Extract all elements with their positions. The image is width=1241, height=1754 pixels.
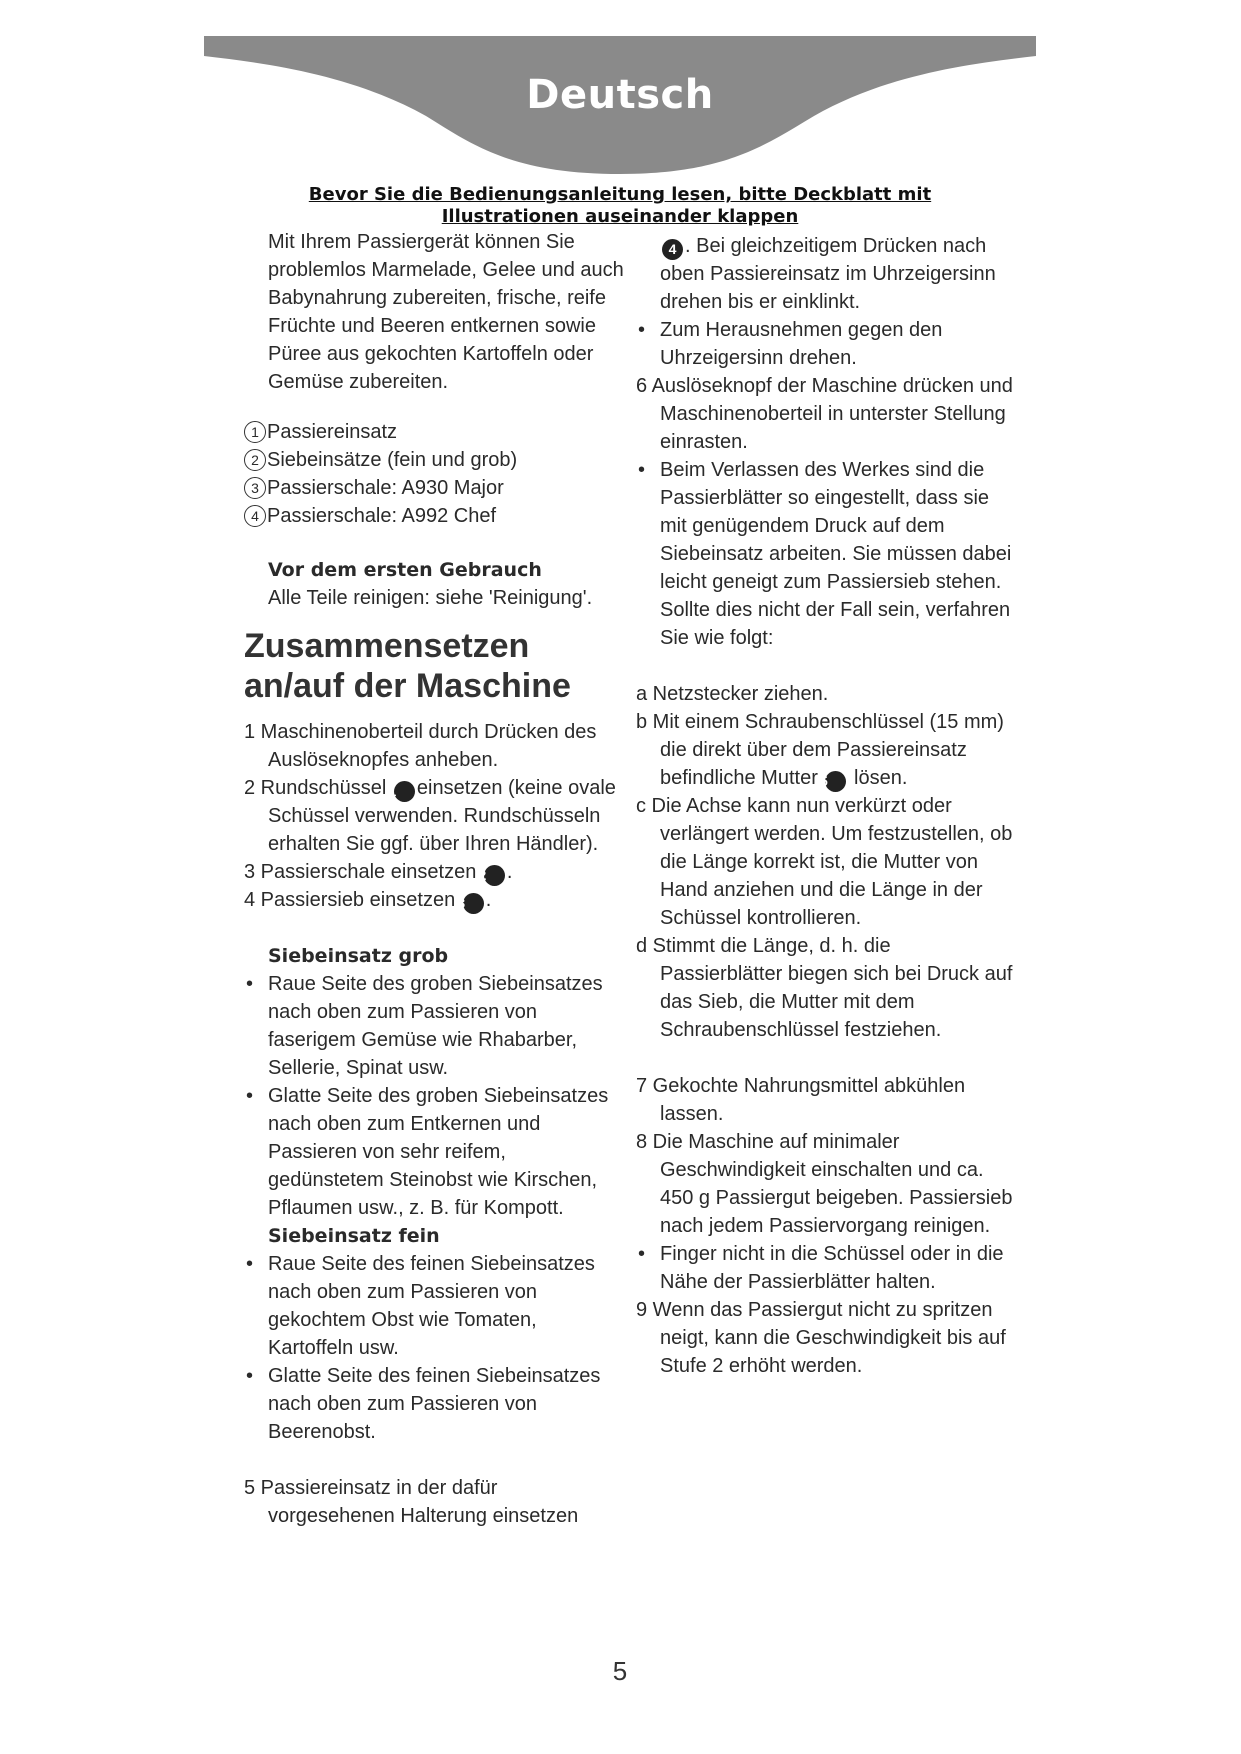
step-2-text-b: einsetzen (keine ovale Schüssel verwenden. Rundschüsseln erhalten Sie ggf. über Ihren Händler). <box>268 777 616 855</box>
step-5-continued <box>636 232 1016 316</box>
part-item <box>244 418 624 446</box>
assembly-heading: Zusammensetzen an/auf der Maschine <box>244 627 571 705</box>
fold-out-notice: Bevor Sie die Bedienungsanleitung lesen, bitte Deckblatt mit Illustrationen auseinander klappen <box>308 184 932 227</box>
part-item <box>244 446 624 474</box>
fingers-bullet <box>636 1240 1016 1296</box>
bullet-text: Zum Herausnehmen gegen den Uhrzeigersinn drehen. <box>660 319 943 369</box>
part-number-circle: 2 <box>244 449 266 471</box>
part-label: Passierschale: A930 Major <box>267 477 504 499</box>
page-number: 5 <box>612 1656 628 1686</box>
part-label: Passiereinsatz <box>267 421 398 443</box>
sub-step-c: c Die Achse kann nun verkürzt oder verlängert werden. Um festzustellen, ob die Länge korrekt ist, die Mutter von Hand anziehen und die Länge in der Schüssel kontrollieren. <box>636 795 1013 929</box>
bullet-text: Raue Seite des groben Siebeinsatzes nach oben zum Passieren von faserigem Gemüse wie Rhabarber, Sellerie, Spinat usw. <box>268 973 603 1079</box>
step-4-end: . <box>485 889 492 911</box>
bullet-dot: • <box>246 973 254 995</box>
part-number-circle: 4 <box>244 505 266 527</box>
continued-text: . Bei gleichzeitigem Drücken nach oben Passiereinsatz im Uhrzeigersinn drehen bis er einklinkt. <box>660 235 996 313</box>
step-1: 1 Maschinenoberteil durch Drücken des Auslöseknopfes anheben. <box>244 721 597 771</box>
language-title: Deutsch <box>526 72 714 118</box>
part-item <box>244 474 624 502</box>
left-column <box>244 228 624 1530</box>
fine-sieve-heading: Siebeinsatz fein <box>268 1225 440 1247</box>
figure-badge: 1 <box>394 781 415 802</box>
fine-bullet <box>244 1362 624 1446</box>
intro-paragraph: Mit Ihrem Passiergerät können Sie problemlos Marmelade, Gelee und auch Babynahrung zubereiten, frische, reife Früchte und Beeren entkernen sowie Püree aus gekochten Kartoffeln oder Gemüse zubereiten. <box>268 231 624 393</box>
figure-badge: 3 <box>463 893 484 914</box>
sub-step-b-text: b Mit einem Schraubenschlüssel (15 mm) die direkt über dem Passiereinsatz befindliche Mutter <box>636 711 1004 789</box>
step-8: 8 Die Maschine auf minimaler Geschwindigkeit einschalten und ca. 450 g Passiergut beigeben. Passiersieb nach jedem Passiervorgang reinigen. <box>636 1131 1013 1237</box>
step-9: 9 Wenn das Passiergut nicht zu spritzen neigt, kann die Geschwindigkeit bis auf Stufe 2 erhöht werden. <box>636 1299 1006 1377</box>
right-column <box>636 232 1016 1380</box>
part-item <box>244 502 624 530</box>
parts-list <box>244 418 624 530</box>
bullet-text: Beim Verlassen des Werkes sind die Passierblätter so eingestellt, dass sie mit genügendem Druck auf dem Siebeinsatz arbeiten. Sie müssen dabei leicht geneigt zum Passiersieb stehen. Sollte dies nicht der Fall sein, verfahren Sie wie folgt: <box>660 459 1012 649</box>
part-number-circle: 1 <box>244 421 266 443</box>
figure-badge: 4 <box>662 239 683 260</box>
step-3-end: . <box>506 861 513 883</box>
step-3-text: 3 Passierschale einsetzen <box>244 861 477 883</box>
bullet-dot: • <box>638 1243 646 1265</box>
sub-step-b <box>636 708 1016 792</box>
step-7: 7 Gekochte Nahrungsmittel abkühlen lassen. <box>636 1075 966 1125</box>
bullet-dot: • <box>246 1365 254 1387</box>
bullet-dot: • <box>246 1253 254 1275</box>
part-number-circle: 3 <box>244 477 266 499</box>
figure-badge: 2 <box>484 865 505 886</box>
bullet-dot: • <box>246 1085 254 1107</box>
part-label: Siebeinsätze (fein und grob) <box>267 449 518 471</box>
first-use-text: Alle Teile reinigen: siehe 'Reinigung'. <box>268 587 593 609</box>
step-6: 6 Auslöseknopf der Maschine drücken und Maschinenoberteil in unterster Stellung einrasten. <box>636 375 1013 453</box>
bullet-dot: • <box>638 319 646 341</box>
remove-bullet <box>636 316 1016 372</box>
step-2 <box>244 774 624 858</box>
bullet-dot: • <box>638 459 646 481</box>
sub-step-d: d Stimmt die Länge, d. h. die Passierblätter biegen sich bei Druck auf das Sieb, die Mutter mit dem Schraubenschlüssel festziehen. <box>636 935 1013 1041</box>
step-5: 5 Passiereinsatz in der dafür vorgesehenen Halterung einsetzen <box>244 1477 579 1527</box>
step-3 <box>244 858 624 886</box>
first-use-heading: Vor dem ersten Gebrauch <box>268 559 542 581</box>
step-4-text: 4 Passiersieb einsetzen <box>244 889 456 911</box>
sub-step-b-end: lösen. <box>854 767 908 789</box>
bullet-text: Finger nicht in die Schüssel oder in die Nähe der Passierblätter halten. <box>660 1243 1004 1293</box>
coarse-sieve-heading: Siebeinsatz grob <box>268 945 449 967</box>
bullet-text: Glatte Seite des groben Siebeinsatzes nach oben zum Entkernen und Passieren von sehr reifem, gedünstetem Steinobst wie Kirschen, Pflaumen usw., z. B. für Kompott. <box>268 1085 609 1219</box>
coarse-bullet <box>244 1082 624 1222</box>
bullet-text: Raue Seite des feinen Siebeinsatzes nach oben zum Passieren von gekochtem Obst wie Tomaten, Kartoffeln usw. <box>268 1253 595 1359</box>
figure-badge: 5 <box>825 771 846 792</box>
part-label: Passierschale: A992 Chef <box>267 505 497 527</box>
sub-step-a: a Netzstecker ziehen. <box>636 683 829 705</box>
bullet-text: Glatte Seite des feinen Siebeinsatzes nach oben zum Passieren von Beerenobst. <box>268 1365 601 1443</box>
step-4 <box>244 886 624 914</box>
step-2-text-a: 2 Rundschüssel <box>244 777 387 799</box>
fine-bullet <box>244 1250 624 1362</box>
blades-bullet <box>636 456 1016 652</box>
coarse-bullet <box>244 970 624 1082</box>
